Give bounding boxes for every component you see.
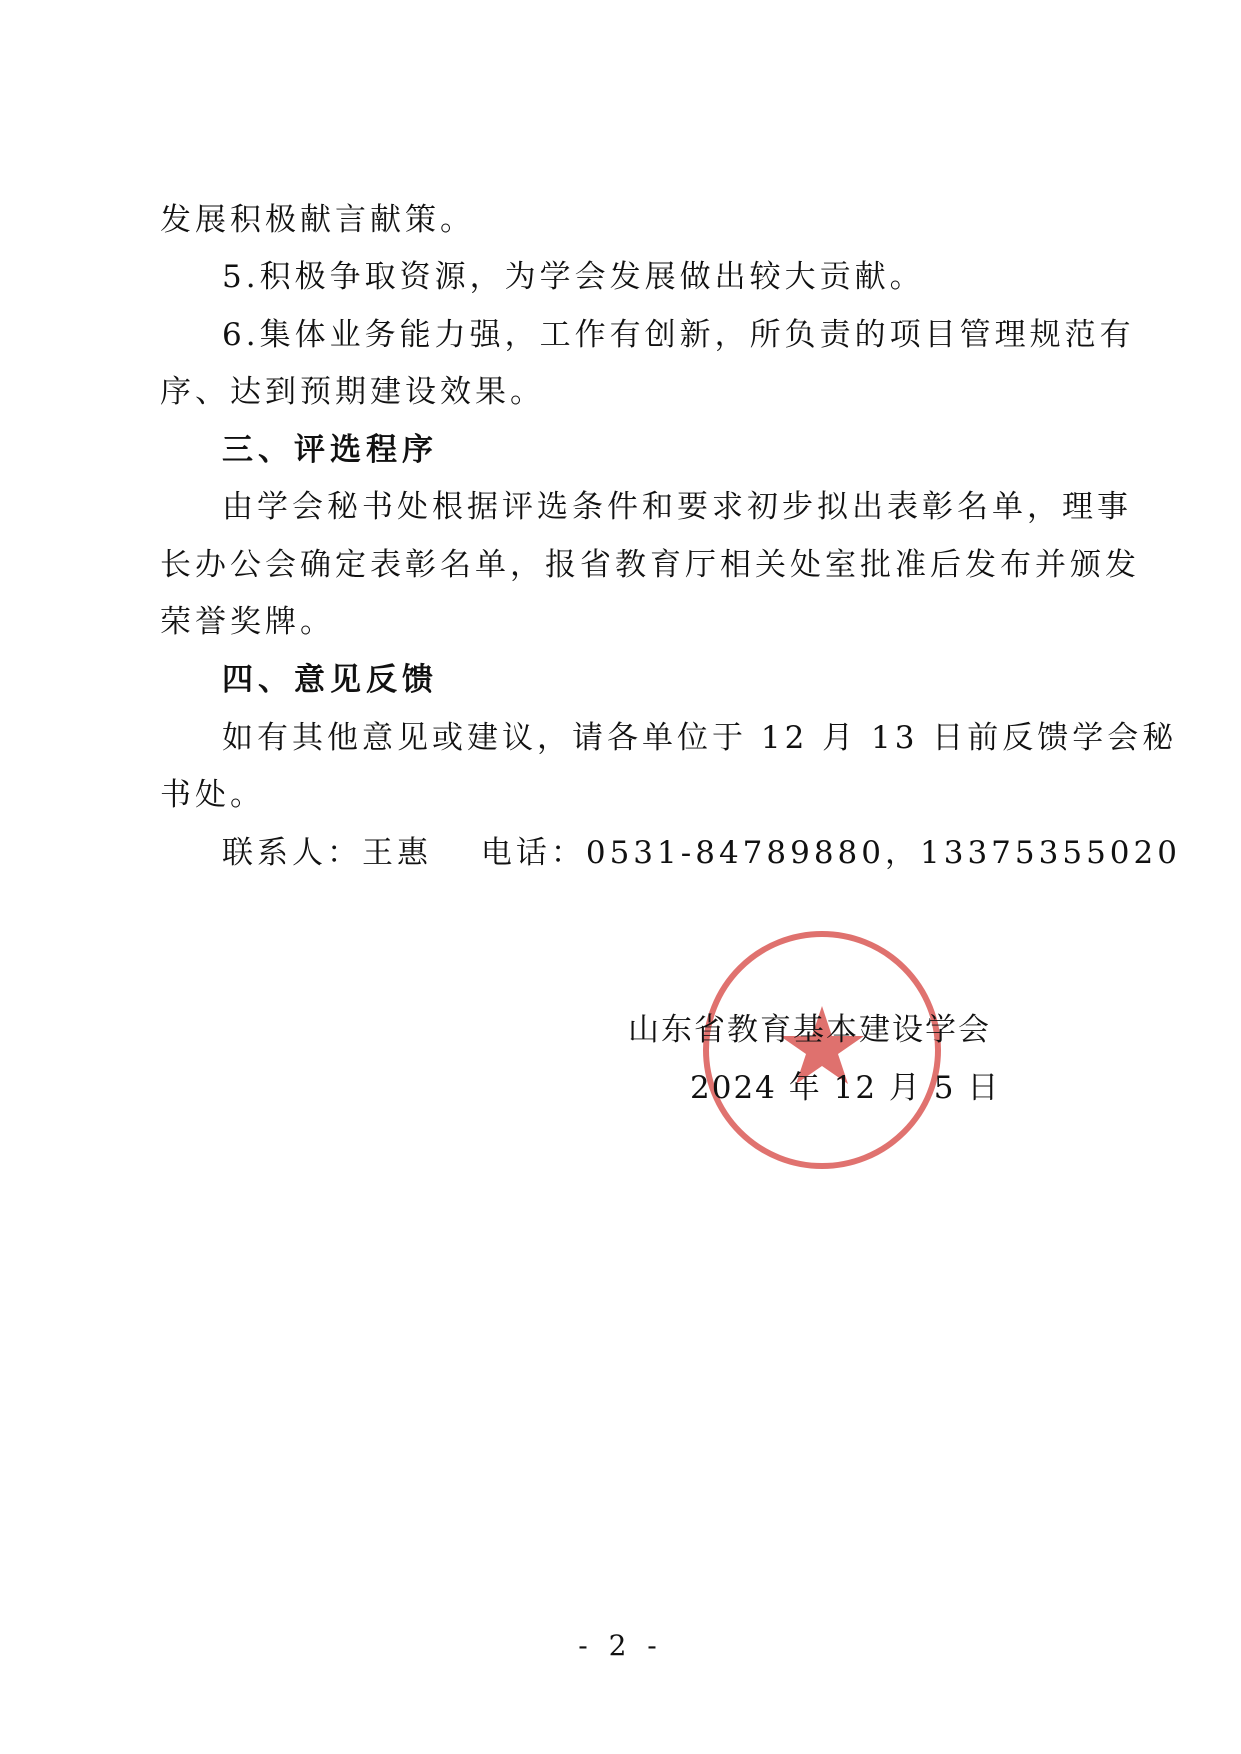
page-number: - 2 -	[578, 1629, 663, 1662]
paragraph-line: 书处。	[160, 777, 265, 813]
paragraph-line: 长办公会确定表彰名单，报省教育厅相关处室批准后发布并颁发	[160, 547, 1140, 583]
official-seal	[700, 928, 944, 1172]
paragraph-line: 如有其他意见或建议，请各单位于 12 月 13 日前反馈学会秘	[222, 720, 1178, 756]
signing-date: 2024 年 12 月 5 日	[690, 1070, 1001, 1106]
paragraph-line: 发展积极献言献策。	[160, 202, 475, 238]
paragraph-line: 序、达到预期建设效果。	[160, 374, 545, 410]
section-heading-3: 三、评选程序	[222, 432, 438, 468]
contact-line: 联系人：王惠 电话：0531-84789880，13375355020	[222, 835, 1181, 871]
section-heading-4: 四、意见反馈	[222, 662, 438, 698]
paragraph-line: 由学会秘书处根据评选条件和要求初步拟出表彰名单，理事	[222, 489, 1132, 525]
list-item-5: 5.积极争取资源，为学会发展做出较大贡献。	[222, 259, 925, 295]
signing-organization: 山东省教育基本建设学会	[628, 1012, 991, 1048]
list-item-6: 6.集体业务能力强，工作有创新，所负责的项目管理规范有	[222, 317, 1135, 353]
paragraph-line: 荣誉奖牌。	[160, 604, 335, 640]
